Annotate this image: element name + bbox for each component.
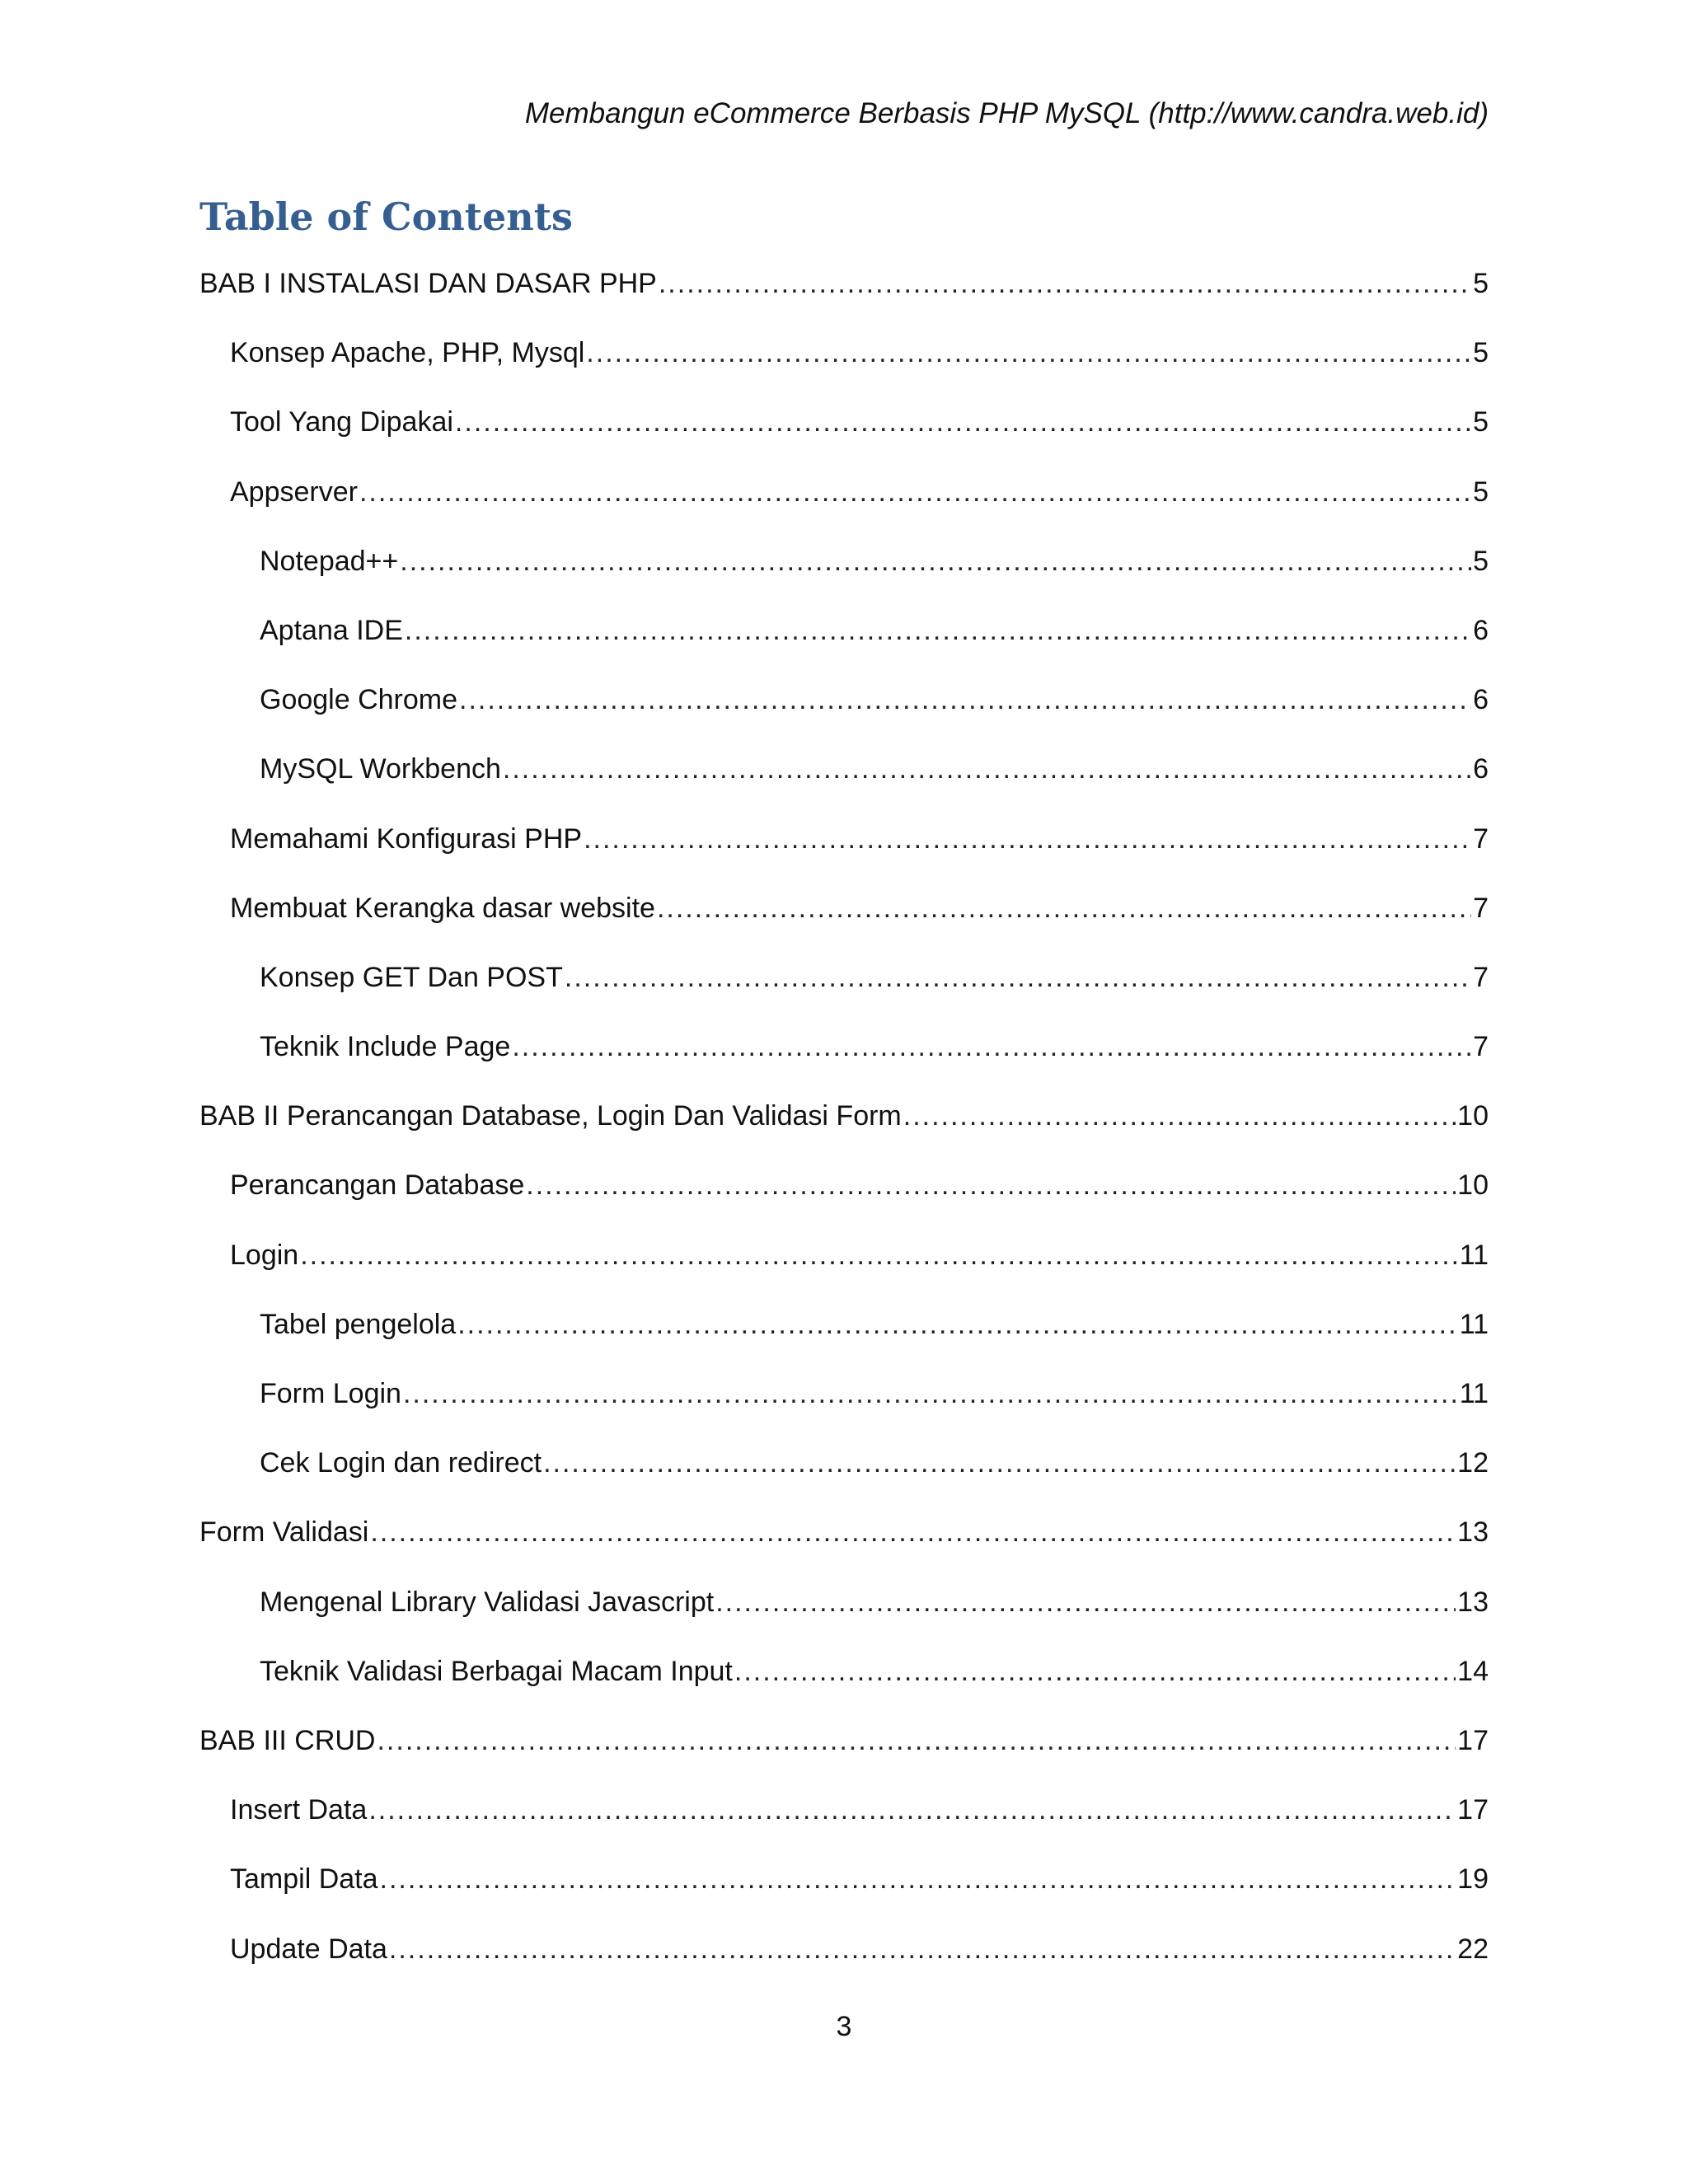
toc-entry[interactable]: [199, 1861, 1489, 1930]
dot-leader: [459, 682, 1471, 718]
toc-entry-page-number: 19: [1457, 1863, 1489, 1896]
toc-entry-page-number: 14: [1457, 1655, 1489, 1687]
toc-entry[interactable]: [199, 1653, 1489, 1722]
toc-entry[interactable]: [199, 1306, 1489, 1376]
toc-entry-label: Form Validasi: [199, 1516, 369, 1549]
toc-entry-page-number: 7: [1473, 1031, 1489, 1063]
toc-entry[interactable]: [199, 1237, 1489, 1306]
toc-entry-label: BAB I INSTALASI DAN DASAR PHP: [199, 268, 657, 299]
toc-entry-page-number: 5: [1473, 406, 1489, 438]
dot-leader: [657, 890, 1471, 926]
toc-entry-label: Perancangan Database: [230, 1169, 525, 1202]
dot-leader: [543, 1445, 1456, 1481]
toc-entry-label: Mengenal Library Validasi Javascript: [260, 1586, 715, 1618]
toc-entry-label: Teknik Validasi Berbagai Macam Input: [260, 1655, 733, 1687]
toc-title: Table of Contents: [199, 194, 573, 239]
toc-entry-label: Aptana IDE: [260, 614, 403, 646]
toc-entry[interactable]: [199, 265, 1489, 335]
toc-entry[interactable]: [199, 821, 1489, 890]
toc-entry[interactable]: [199, 543, 1489, 612]
toc-entry-page-number: 11: [1459, 1239, 1489, 1271]
toc-entry-page-number: 5: [1473, 268, 1489, 299]
toc-entry[interactable]: [199, 1792, 1489, 1861]
toc-entry-page-number: 7: [1473, 892, 1489, 924]
dot-leader: [734, 1653, 1456, 1690]
toc-entry-label: Insert Data: [230, 1794, 368, 1826]
toc-entry-label: Notepad++: [260, 545, 399, 577]
toc-entry-page-number: 17: [1457, 1724, 1489, 1756]
toc-entry-label: BAB II Perancangan Database, Login Dan Validasi Form: [199, 1100, 902, 1132]
dot-leader: [659, 265, 1471, 302]
dot-leader: [405, 612, 1471, 649]
toc-entry-label: Tampil Data: [230, 1863, 378, 1896]
dot-leader: [526, 1167, 1456, 1203]
page-number: 3: [836, 2011, 852, 2042]
toc-entry-label: Form Login: [260, 1378, 401, 1409]
running-header: Membangun eCommerce Berbasis PHP MySQL (http://www.candra.web.id): [524, 97, 1489, 129]
toc-entry[interactable]: [199, 1167, 1489, 1236]
toc-entry-page-number: 13: [1457, 1586, 1489, 1618]
toc-entry[interactable]: [199, 474, 1489, 543]
toc-entry-label: Appserver: [230, 476, 358, 508]
dot-leader: [300, 1237, 1458, 1273]
dot-leader: [512, 1029, 1471, 1065]
toc-entry-page-number: 5: [1473, 545, 1489, 577]
toc-entry-label: Cek Login dan redirect: [260, 1447, 542, 1479]
toc-entry[interactable]: [199, 1098, 1489, 1167]
toc-entry[interactable]: [199, 1584, 1489, 1653]
toc-entry[interactable]: [199, 890, 1489, 959]
toc-entry-page-number: 22: [1457, 1933, 1489, 1965]
toc-entry-page-number: 5: [1473, 476, 1489, 508]
toc-entry[interactable]: [199, 1931, 1489, 2000]
toc-entry[interactable]: [199, 1376, 1489, 1445]
toc-entry-label: Login: [230, 1239, 299, 1271]
toc-entry-label: Konsep GET Dan POST: [260, 961, 563, 993]
toc-entry-label: MySQL Workbench: [260, 753, 501, 785]
toc-entry-page-number: 7: [1473, 961, 1489, 993]
toc-entry-label: Konsep Apache, PHP, Mysql: [230, 337, 585, 369]
dot-leader: [586, 335, 1471, 371]
toc-entry-page-number: 5: [1473, 337, 1489, 369]
dot-leader: [400, 543, 1471, 579]
toc-entry[interactable]: [199, 1514, 1489, 1583]
toc-entry-page-number: 17: [1457, 1794, 1489, 1826]
dot-leader: [584, 821, 1471, 857]
toc-entry[interactable]: [199, 404, 1489, 473]
toc-entry-label: Memahami Konfigurasi PHP: [230, 823, 583, 855]
toc-entry[interactable]: [199, 335, 1489, 404]
dot-leader: [903, 1098, 1456, 1134]
toc-entry-label: Membuat Kerangka dasar website: [230, 892, 655, 924]
dot-leader: [370, 1514, 1456, 1550]
dot-leader: [455, 404, 1471, 440]
toc-entry-label: BAB III CRUD: [199, 1724, 376, 1756]
dot-leader: [380, 1861, 1456, 1897]
dot-leader: [403, 1376, 1458, 1412]
toc-entry[interactable]: [199, 751, 1489, 820]
toc-entry-page-number: 7: [1473, 823, 1489, 855]
toc-entry[interactable]: [199, 959, 1489, 1029]
toc-list: [199, 265, 1489, 2000]
toc-entry-page-number: 11: [1459, 1308, 1489, 1340]
toc-entry-page-number: 11: [1459, 1378, 1489, 1409]
toc-entry-label: Google Chrome: [260, 684, 458, 716]
dot-leader: [715, 1584, 1456, 1620]
dot-leader: [368, 1792, 1456, 1828]
toc-entry[interactable]: [199, 682, 1489, 751]
toc-entry-page-number: 13: [1457, 1516, 1489, 1549]
dot-leader: [457, 1306, 1458, 1343]
toc-entry[interactable]: [199, 612, 1489, 682]
toc-entry-page-number: 10: [1457, 1100, 1489, 1132]
dot-leader: [359, 474, 1471, 510]
dot-leader: [377, 1722, 1456, 1759]
toc-entry-page-number: 12: [1457, 1447, 1489, 1479]
toc-entry[interactable]: [199, 1445, 1489, 1514]
toc-entry-page-number: 6: [1473, 614, 1489, 646]
toc-entry-label: Update Data: [230, 1933, 387, 1965]
toc-entry[interactable]: [199, 1722, 1489, 1792]
toc-entry-label: Tabel pengelola: [260, 1308, 457, 1340]
toc-entry-page-number: 6: [1473, 753, 1489, 785]
toc-entry-page-number: 10: [1457, 1169, 1489, 1202]
toc-entry-page-number: 6: [1473, 684, 1489, 716]
toc-entry[interactable]: [199, 1029, 1489, 1098]
toc-entry-label: Teknik Include Page: [260, 1031, 511, 1063]
dot-leader: [503, 751, 1471, 787]
dot-leader: [565, 959, 1471, 996]
dot-leader: [389, 1931, 1456, 1967]
toc-entry-label: Tool Yang Dipakai: [230, 406, 453, 438]
